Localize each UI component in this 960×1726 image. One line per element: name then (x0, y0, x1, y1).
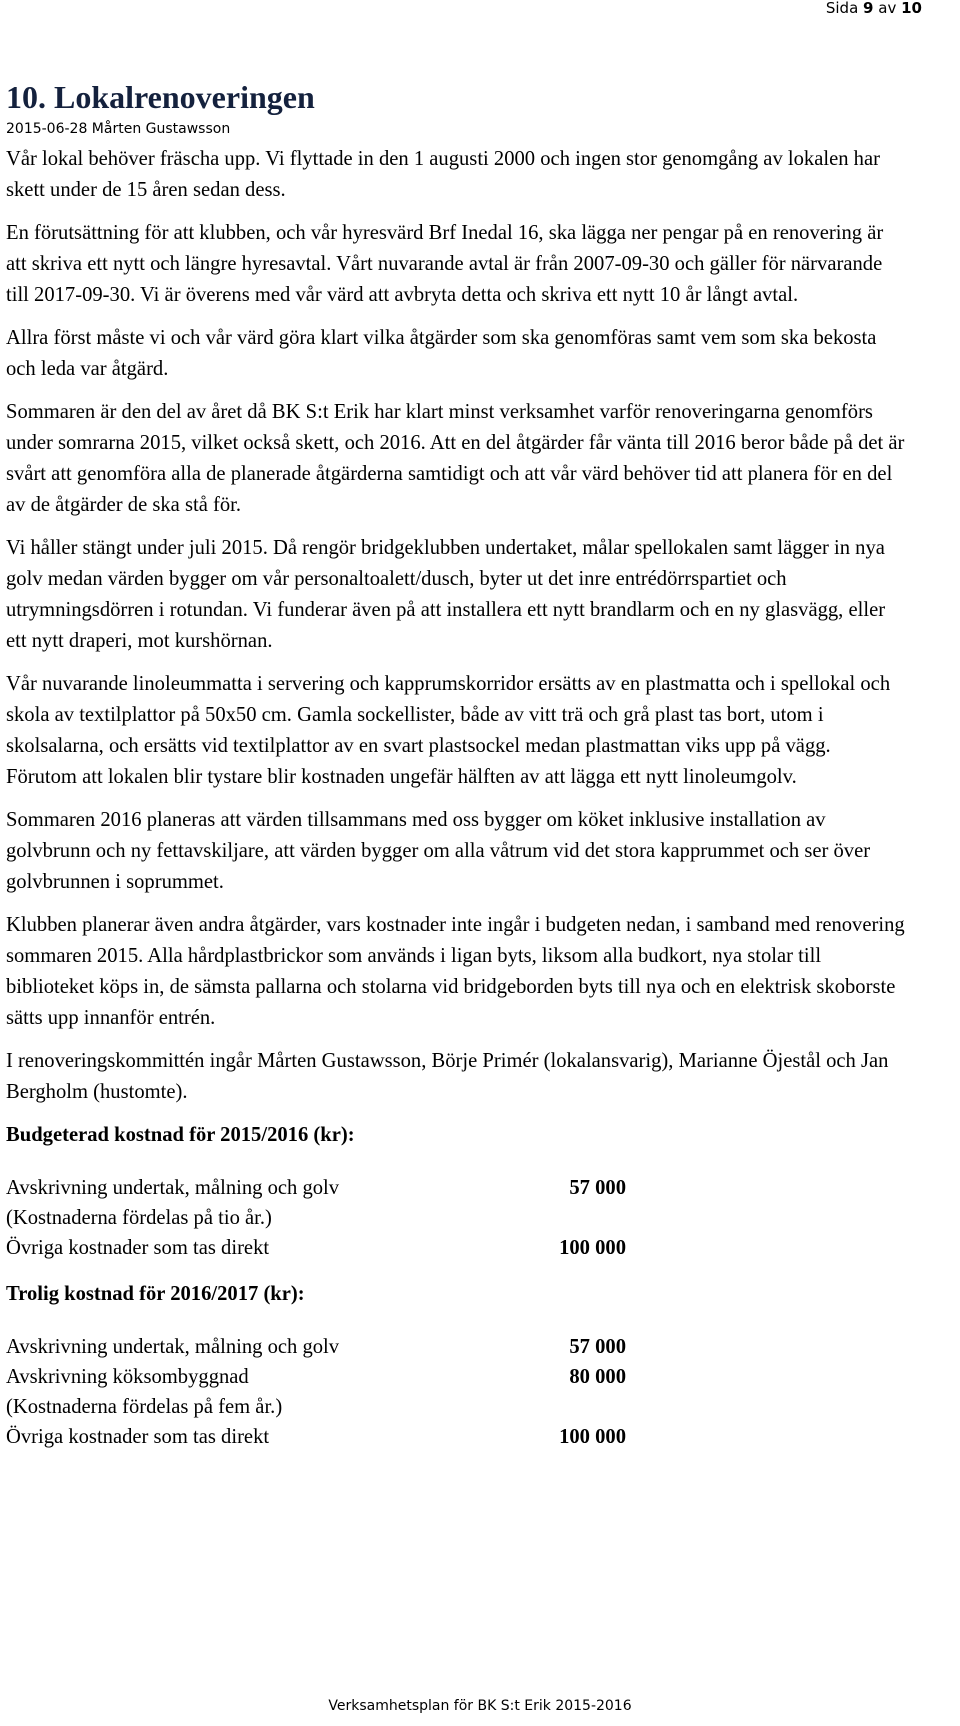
section-meta: 2015-06-28 Mårten Gustawsson (6, 121, 231, 137)
paragraph: Sommaren 2016 planeras att värden tillsammans med oss bygger om köket inklusive installation av golvbrunn och ny fettavskiljare, att värden bygger om alla våtrum vid det stora kapprummet och ser över golvbrunnen i soprummet. (6, 809, 871, 893)
budget-row (6, 1203, 718, 1233)
budget-item: Övriga kostnader som tas direkt (6, 1237, 270, 1259)
budget-item: Avskrivning undertak, målning och golv (6, 1177, 340, 1199)
document-body (6, 76, 906, 1468)
budget-row (6, 1173, 718, 1203)
budget-item: Avskrivning köksombyggnad (6, 1366, 249, 1388)
budget-item: (Kostnaderna fördelas på fem år.) (6, 1396, 283, 1418)
budget-item: Avskrivning undertak, målning och golv (6, 1336, 340, 1358)
budget-item: (Kostnaderna fördelas på tio år.) (6, 1207, 272, 1229)
page-of-label: av (878, 0, 897, 17)
budget-heading-2016: Trolig kostnad för 2016/2017 (kr): (6, 1283, 305, 1305)
budget-row (6, 1422, 718, 1452)
paragraph: Vår lokal behöver fräscha upp. Vi flyttade in den 1 augusti 2000 och ingen stor genomgång av lokalen har skett under de 15 åren sedan dess. (6, 148, 880, 201)
page-total: 10 (901, 0, 922, 17)
budget-amount: 100 000 (559, 1426, 626, 1448)
page-number: 9 (863, 0, 874, 17)
budget-amount: 57 000 (569, 1177, 626, 1199)
paragraph: Vår nuvarande linoleummatta i servering och kapprumskorridor ersätts av en plastmatta och i spellokal och skola av textilplattor på 50x50 cm. Gamla sockellister, både av vitt trä och grå plast tas bort, utom i skolsalarna, och ersätts vid textilplattor av en svart plastsockel medan plastmattan viks upp på vägg. Förutom att lokalen blir tystare blir kostnaden ungefär hälften av att lägga ett nytt linoleumgolv. (6, 673, 891, 788)
budget-table-2016 (6, 1332, 718, 1452)
paragraph: Sommaren är den del av året då BK S:t Erik har klart minst verksamhet varför renoveringarna genomförs under somrarna 2015, vilket också skett, och 2016. Att en del åtgärder får vänta till 2016 beror både på det är svårt att genomföra alla de planerade åtgärderna samtidigt och att vår värd behöver tid att planera för en del av de åtgärder de ska stå för. (6, 401, 905, 516)
page-header (826, 0, 922, 16)
budget-amount: 80 000 (569, 1366, 626, 1388)
page-label: Sida (825, 0, 859, 17)
budget-amount (476, 1392, 718, 1422)
section-title: 10. Lokalrenoveringen (6, 79, 315, 115)
paragraph: I renoveringskommittén ingår Mårten Gustawsson, Börje Primér (lokalansvarig), Marianne Öjestål och Jan Bergholm (hustomte). (6, 1050, 889, 1103)
budget-row (6, 1233, 718, 1263)
paragraph: Klubben planerar även andra åtgärder, vars kostnader inte ingår i budgeten nedan, i samband med renovering sommaren 2015. Alla hårdplastbrickor som används i ligan byts, liksom alla budkort, nya stolar till biblioteket köps in, de sämsta pallarna och stolarna vid bridgeborden byts till nya och en elektrisk skoborste sätts upp innanför entrén. (6, 914, 905, 1029)
budget-amount: 100 000 (559, 1237, 626, 1259)
paragraph: Vi håller stängt under juli 2015. Då rengör bridgeklubben undertaket, målar spellokalen samt lägger in nya golv medan värden bygger om vår personaltoalett/dusch, byter ut det inre entrédörrspartiet och utrymningsdörren i rotundan. Vi funderar även på att installera ett nytt brandlarm och en ny glasvägg, eller ett nytt draperi, mot kurshörnan. (6, 537, 886, 652)
budget-row (6, 1332, 718, 1362)
budget-row (6, 1392, 718, 1422)
budget-amount: 57 000 (569, 1336, 626, 1358)
budget-row (6, 1362, 718, 1392)
budget-table-2015 (6, 1173, 718, 1263)
budget-heading-2015: Budgeterad kostnad för 2015/2016 (kr): (6, 1124, 355, 1146)
page-footer: Verksamhetsplan för BK S:t Erik 2015-2016 (328, 1698, 632, 1714)
paragraph: En förutsättning för att klubben, och vår hyresvärd Brf Inedal 16, ska lägga ner pengar på en renovering är att skriva ett nytt och längre hyresavtal. Vårt nuvarande avtal är från 2007-09-30 och gäller för närvarande till 2017-09-30. Vi är överens med vår värd att avbryta detta och skriva ett nytt 10 år långt avtal. (6, 222, 884, 306)
budget-item: Övriga kostnader som tas direkt (6, 1426, 270, 1448)
paragraph: Allra först måste vi och vår värd göra klart vilka åtgärder som ska genomföras samt vem som ska bekosta och leda var åtgärd. (6, 327, 877, 380)
budget-amount (476, 1203, 718, 1233)
